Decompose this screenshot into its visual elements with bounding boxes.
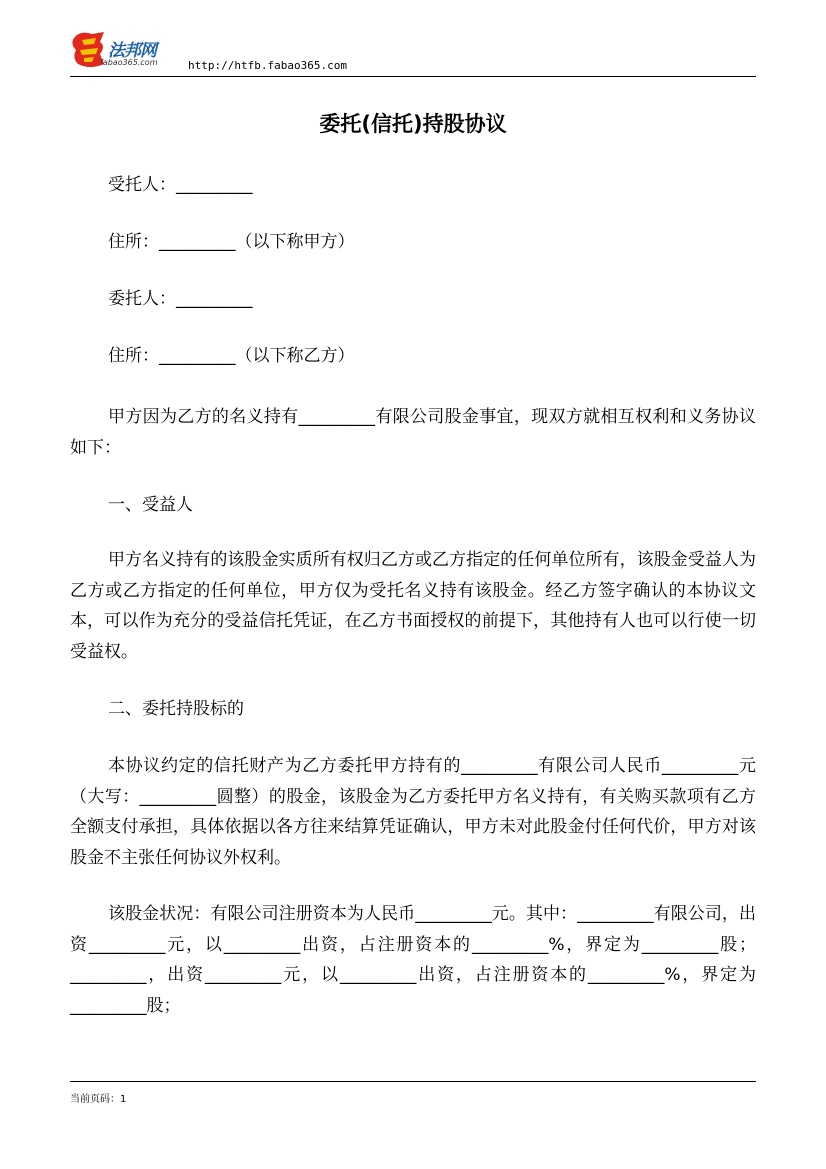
trustee-line: 受托人：_________ xyxy=(108,175,253,195)
document-title: 委托(信托)持股协议 xyxy=(319,112,507,136)
share-status-paragraph: 该股金状况：有限公司注册资本为人民币_________元。其中：_________有限公司，出资_________元，以_________出资，占注册资本的_________%，界定为_________股；_________，出资_________元，以_________出资，占注册资本的_________%，界定为_________股； xyxy=(70,904,756,1016)
logo-domain: fabao365.com xyxy=(100,58,158,67)
section-heading-subject: 二、委托持股标的 xyxy=(108,699,244,719)
subject-paragraph: 本协议约定的信托财产为乙方委托甲方持有的_________有限公司人民币_________元（大写：_________圆整）的股金，该股金为乙方委托甲方名义持有，有关购买款项有乙方全额支付承担，具体依据以各方往来结算凭证确认，甲方未对此股金付任何代价，甲方对该股金不主张任何协议外权利。 xyxy=(70,756,756,868)
logo-name: 法邦网 xyxy=(108,41,156,61)
section-heading-beneficiary: 一、受益人 xyxy=(108,495,193,515)
page-number: 当前页码：1 xyxy=(70,1094,127,1105)
header-url-link[interactable]: http://htfb.fabao365.com xyxy=(188,59,347,72)
preamble-paragraph: 甲方因为乙方的名义持有_________有限公司股金事宜，现双方就相互权利和义务协议如下： xyxy=(70,407,756,458)
trustor-line: 委托人：_________ xyxy=(108,289,253,309)
trustee-address-line: 住所：_________（以下称甲方） xyxy=(108,232,355,252)
footer-divider xyxy=(70,1081,756,1082)
beneficiary-paragraph: 甲方名义持有的该股金实质所有权归乙方或乙方指定的任何单位所有，该股金受益人为乙方或乙方指定的任何单位，甲方仅为受托名义持有该股金。经乙方签字确认的本协议文本，可以作为充分的受益信托凭证，在乙方书面授权的前提下，其他持有人也可以行使一切受益权。 xyxy=(70,550,756,662)
header-divider xyxy=(70,76,756,77)
fabao-logo[interactable] xyxy=(70,28,190,72)
page-header xyxy=(70,28,756,78)
trustor-address-line: 住所：_________（以下称乙方） xyxy=(108,346,355,366)
